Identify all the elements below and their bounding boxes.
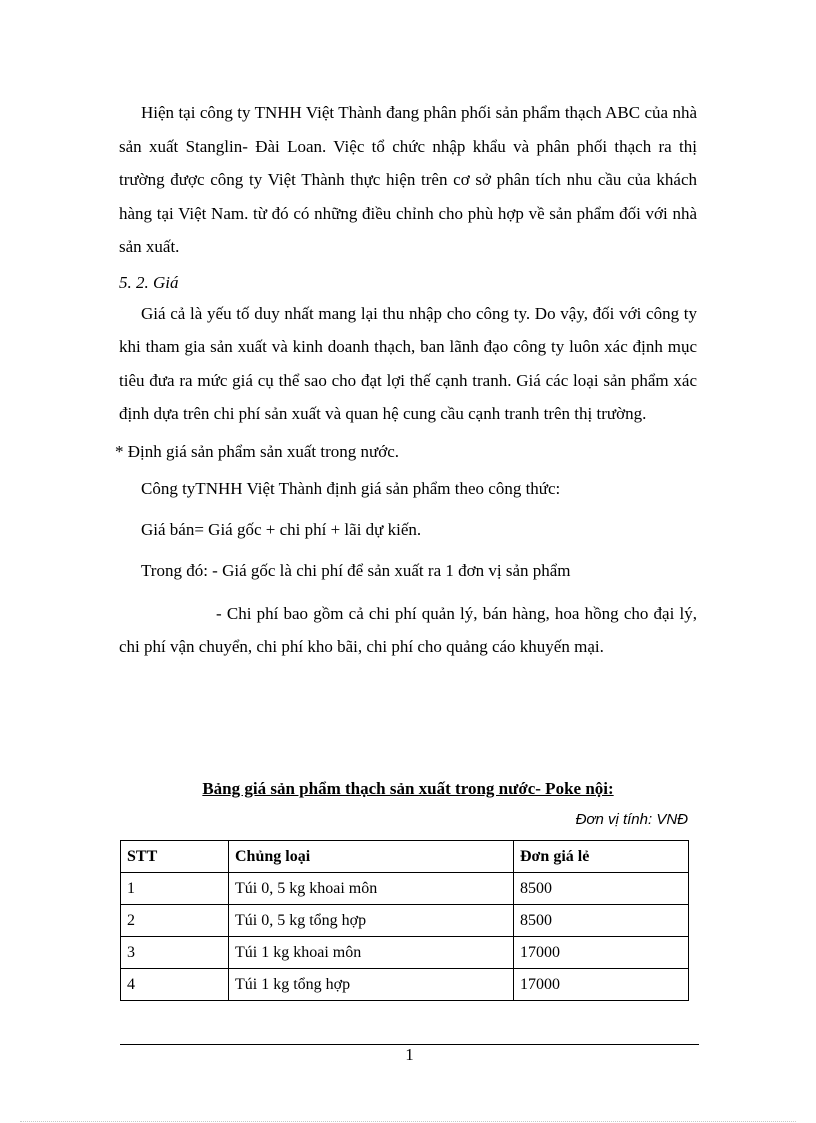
table-header-row — [121, 841, 689, 873]
page-number: 1 — [405, 1045, 414, 1064]
price-table-title: Bảng giá sản phẩm thạch sản xuất trong nước- Poke nội: — [202, 779, 614, 798]
header-stt: STT — [121, 841, 229, 873]
body-text — [115, 96, 697, 664]
cell-stt: 1 — [121, 873, 229, 905]
price-table-unit: Đơn vị tính: VNĐ — [575, 811, 688, 828]
paragraph-pricing-policy: Giá cả là yếu tố duy nhất mang lại thu nhập cho công ty. Do vậy, đối với công ty khi tham gia sản xuất và kinh doanh thạch, ban lãnh đạo công ty luôn xác định mục tiêu đưa ra mức giá cụ thể sao cho đạt lợi thế cạnh tranh. Giá các loại sản phẩm xác định dựa trên chi phí sản xuất và quan hệ cung cầu cạnh tranh trên thị trường. — [119, 303, 697, 423]
price-table — [120, 840, 689, 1001]
cell-price: 17000 — [514, 969, 689, 1001]
cost-definition: - Chi phí bao gồm cả chi phí quản lý, bán hàng, hoa hồng cho đại lý, chi phí vận chuyển, chi phí kho bãi, chi phí cho quảng cáo khuyến mại. — [119, 603, 697, 656]
cell-stt: 2 — [121, 905, 229, 937]
header-unit-price: Đơn giá lẻ — [514, 841, 689, 873]
header-product-type: Chủng loại — [229, 841, 514, 873]
cell-stt: 3 — [121, 937, 229, 969]
paragraph-company-distribution: Hiện tại công ty TNHH Việt Thành đang phân phối sản phẩm thạch ABC của nhà sản xuất Stanglin- Đài Loan. Việc tổ chức nhập khẩu và phân phối thạch ra thị trường được công ty Việt Thành thực hiện trên cơ sở phân tích nhu cầu của khách hàng tại Việt Nam. từ đó có những điều chỉnh cho phù hợp về sản phẩm đối với nhà sản xuất. — [119, 103, 697, 256]
cell-price: 8500 — [514, 873, 689, 905]
cell-price: 17000 — [514, 937, 689, 969]
price-formula: Giá bán= Giá gốc + chi phí + lãi dự kiến. — [141, 519, 422, 539]
table-row — [121, 905, 689, 937]
cell-product: Túi 0, 5 kg tổng hợp — [229, 905, 514, 937]
formula-intro: Công tyTNHH Việt Thành định giá sản phẩm theo công thức: — [141, 478, 561, 498]
cell-product: Túi 1 kg tổng hợp — [229, 969, 514, 1001]
table-row — [121, 873, 689, 905]
page-bottom-border — [20, 1121, 796, 1122]
bullet-heading-domestic-pricing: * Định giá sản phẩm sản xuất trong nước. — [115, 441, 400, 461]
where-definition: Trong đó: - Giá gốc là chi phí để sản xuất ra 1 đơn vị sản phẩm — [141, 560, 571, 580]
cell-stt: 4 — [121, 969, 229, 1001]
table-row — [121, 937, 689, 969]
cell-product: Túi 1 kg khoai môn — [229, 937, 514, 969]
cell-product: Túi 0, 5 kg khoai môn — [229, 873, 514, 905]
section-heading-price: 5. 2. Giá — [119, 272, 179, 292]
cell-price: 8500 — [514, 905, 689, 937]
table-row — [121, 969, 689, 1001]
